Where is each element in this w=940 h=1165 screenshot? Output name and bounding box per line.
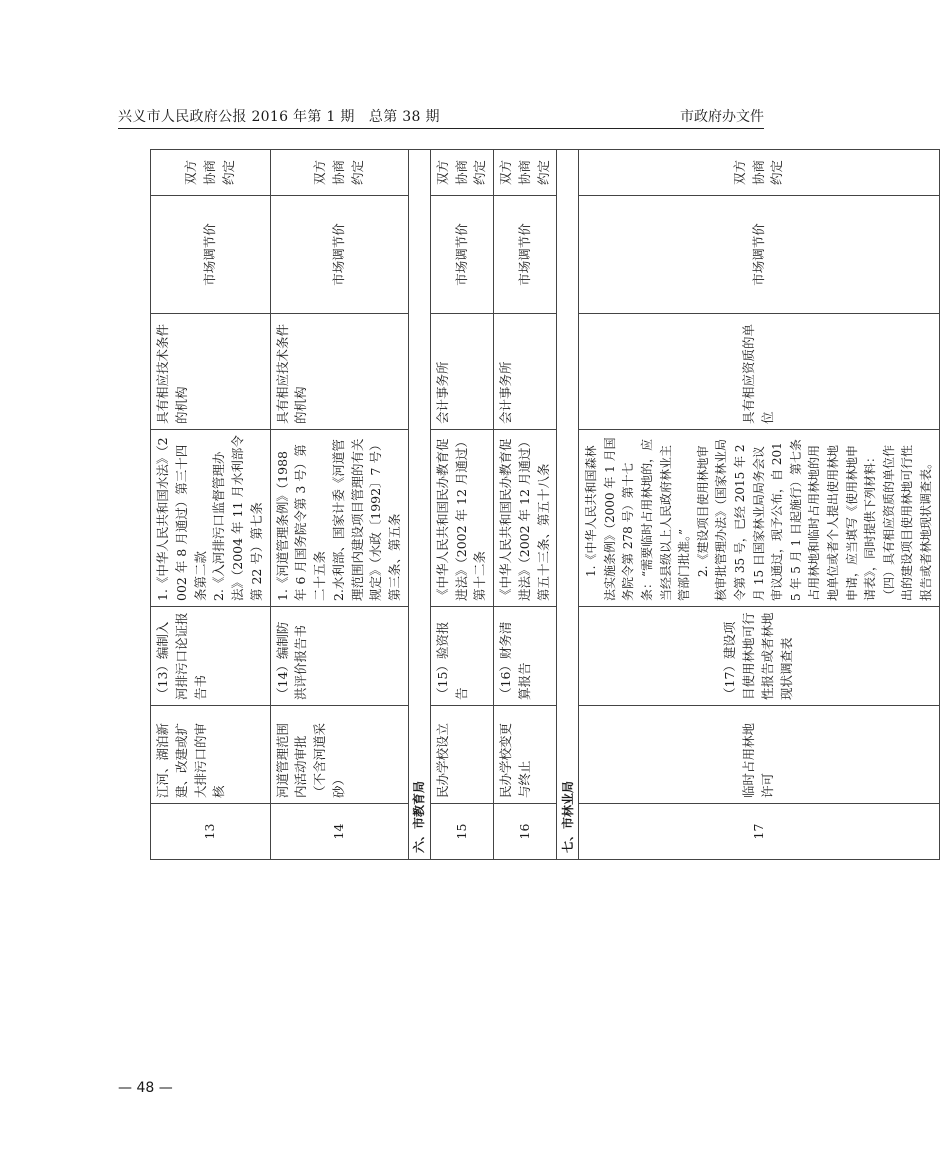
- basis-paragraph: 2.《建设项目使用林地审核审批管理办法》（国家林业局令第 35 号，已经 2015 年 2 月 15 日国家林业局局务会议审议通过，现予公布，自 2015 年 5 月 1 日起施行）第七条 占用林地和临时占用林地的用地单位或者个人提出使用林地申请，应当填写《使用林地申请表》，同时提供下列材料：（四）具有相应资质的单位作出的建设项目使用林地可行性报告或者林地现状调查表。: [695, 427, 933, 601]
- approval-item: 民办学校变更与终止: [494, 706, 557, 804]
- table-row: [270, 150, 408, 860]
- legal-basis: [430, 430, 493, 607]
- section-row: [408, 150, 430, 860]
- service-item: （15）验资报告: [430, 607, 493, 706]
- row-number: 13: [151, 804, 271, 860]
- basis-paragraph: 《中华人民共和国民办教育促进法》（2002 年 12 月通过）第十二条: [434, 435, 488, 601]
- page-number: — 48 —: [118, 1080, 173, 1096]
- table-frame: [150, 150, 933, 860]
- remark: 双方协商约定: [430, 150, 493, 196]
- intermediary-services-table: [150, 149, 940, 860]
- service-provider: 会计事务所: [494, 314, 557, 430]
- table-row: [494, 150, 557, 860]
- basis-paragraph: 1.《河道管理条例》（1988 年 6 月国务院令第 3 号）第二十五条: [274, 444, 327, 601]
- header-rule: [118, 128, 764, 129]
- remark: 双方协商约定: [579, 150, 939, 196]
- legal-basis: [270, 430, 408, 607]
- legal-basis: [151, 430, 271, 607]
- basis-paragraph: 2.水利部、国家计委《河道管理范围内建设项目管理的有关规定》（水政〔1992〕7 号）第三条、第五条: [330, 438, 402, 601]
- table-row: [151, 150, 271, 860]
- section-heading: 七、市林业局: [557, 150, 579, 860]
- service-provider: 具有相应资质的单位: [579, 314, 939, 430]
- row-number: 14: [270, 804, 408, 860]
- header-title: 兴义市人民政府公报 2016 年第 1 期 总第 38 期: [118, 109, 440, 125]
- table-row: [579, 150, 939, 860]
- section-row: [557, 150, 579, 860]
- service-item: （13）编制入河排污口论证报告书: [151, 607, 271, 706]
- pricing-method: 市场调节价: [579, 196, 939, 314]
- basis-paragraph: 1.《中华人民共和国森林法实施条例》（2000 年 1 月国务院令第 278 号）第十七条：“需要临时占用林地的，应当经县级以上人民政府林业主管部门批准。”: [584, 437, 692, 601]
- service-item: （14）编制防洪评价报告书: [270, 607, 408, 706]
- service-provider: 具有相应技术条件的机构: [151, 314, 271, 430]
- pricing-method: 市场调节价: [494, 196, 557, 314]
- row-number: 16: [494, 804, 557, 860]
- approval-item: 民办学校设立: [430, 706, 493, 804]
- header-category: 市政府办文件: [680, 109, 764, 125]
- remark: 双方协商约定: [151, 150, 271, 196]
- pricing-method: 市场调节价: [430, 196, 493, 314]
- basis-paragraph: 1.《中华人民共和国水法》（2002 年 8 月通过）第三十四条第二款: [155, 437, 208, 601]
- table-row: [430, 150, 493, 860]
- service-item: （16）财务清算报告: [494, 607, 557, 706]
- rotated-table-wrapper: [150, 150, 933, 860]
- approval-item: 河道管理范围内活动审批（不含河道采砂）: [270, 706, 408, 804]
- legal-basis: [579, 427, 939, 607]
- pricing-method: 市场调节价: [270, 196, 408, 314]
- service-provider: 具有相应技术条件的机构: [270, 314, 408, 430]
- row-number: 17: [579, 804, 939, 860]
- pricing-method: 市场调节价: [151, 196, 271, 314]
- basis-paragraph: 《中华人民共和国民办教育促进法》（2002 年 12 月通过）第五十三条、第五十八条: [498, 435, 551, 601]
- remark: 双方协商约定: [494, 150, 557, 196]
- remark: 双方协商约定: [270, 150, 408, 196]
- section-heading: 六、市教育局: [408, 150, 430, 860]
- service-item: （17）建设项目使用林地可行性报告或者林地现状调查表: [579, 607, 939, 706]
- basis-paragraph: 2.《入河排污口监督管理办法》（2004 年 11 月水利部令第 22 号）第七条: [211, 435, 264, 601]
- service-provider: 会计事务所: [430, 314, 493, 430]
- approval-item: 江河、湖泊新建、改建或扩大排污口的审核: [151, 706, 271, 804]
- legal-basis: [494, 430, 557, 607]
- row-number: 15: [430, 804, 493, 860]
- approval-item: 临时占用林地许可: [579, 706, 939, 804]
